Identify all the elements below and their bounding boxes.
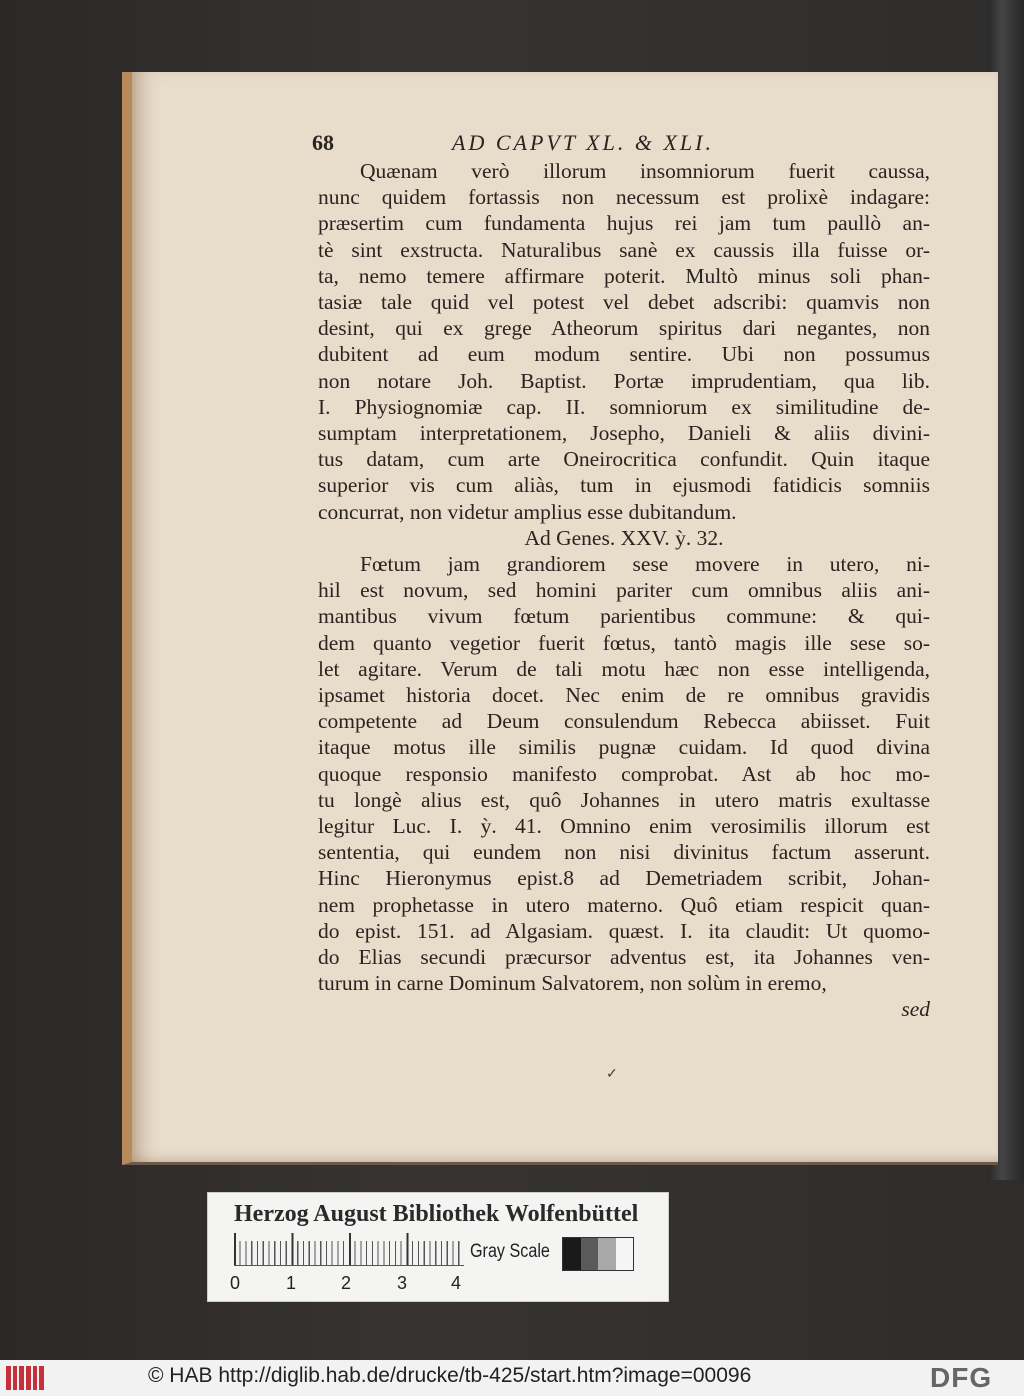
text-line: nem prophetasse in utero materno. Quô etiam respicit quan-: [318, 892, 930, 917]
page-number: 68: [312, 130, 334, 155]
text-line: sententia, qui eundem non nisi divinitus factum asserunt.: [318, 840, 930, 865]
text-line: nunc quidem fortassis non necessum est prolixè indagare:: [318, 185, 930, 210]
text-line: præsertim cum fundamenta hujus rei jam tum paullò an-: [318, 211, 930, 236]
ink-mark: ✓: [606, 1067, 618, 1082]
gray-swatch: [598, 1238, 616, 1270]
footer: [0, 1360, 1024, 1396]
ruler-label: 4: [451, 1273, 462, 1293]
text-line: Fœtum jam grandiorem sese movere in utero, ni-: [360, 552, 930, 576]
running-head: AD CAPVT XL. & XLI.: [452, 130, 714, 155]
ruler-label: 1: [286, 1273, 297, 1293]
text-line: Hinc Hieronymus epist.8 ad Demetriadem scribit, Johan-: [318, 866, 930, 891]
color-scale-card: [207, 1192, 669, 1302]
text-line: non notare Joh. Baptist. Portæ imprudentiam, qua lib.: [318, 368, 930, 393]
ruler-label: 0: [230, 1273, 241, 1293]
text-line: competente ad Deum consulendum Rebecca abiisset. Fuit: [318, 709, 930, 734]
text-line: tè sint exstructa. Naturalibus sanè ex caussis illa fuisse or-: [318, 237, 930, 262]
ruler-label: 3: [397, 1273, 408, 1293]
text-line: itaque motus ille similis pugnæ cuidam. Id quod divina: [318, 735, 930, 760]
text-line: do Elias secundi præcursor adventus est, ita Johannes ven-: [318, 945, 930, 969]
text-line: mantibus vivum fœtum parientibus commune: & qui-: [318, 604, 930, 629]
gray-swatch: [616, 1238, 634, 1270]
text-line: tus datam, cum arte Oneirocritica confundit. Quin itaque: [318, 447, 930, 472]
text-line: tasiæ tale quid vel potest vel debet adscribi: quamvis non: [318, 290, 930, 314]
gray-scale-swatches: [562, 1237, 634, 1271]
text-line: quoque responsio manifesto comprobat. Ast ab hoc mo-: [318, 761, 930, 786]
ruler-major-ticks: [234, 1233, 464, 1265]
text-line: superior vis cum aliàs, tum in ejusmodi fatidicis somniis: [318, 473, 930, 498]
gray-swatch: [563, 1238, 581, 1270]
text-line: I. Physiognomiæ cap. II. somniorum ex similitudine de-: [318, 394, 930, 419]
text-line: turum in carne Dominum Salvatorem, non solùm in eremo,: [318, 971, 827, 996]
gray-swatch: [581, 1238, 599, 1270]
gray-scale-label: Gray Scale: [470, 1241, 550, 1262]
footer-url[interactable]: © HAB http://diglib.hab.de/drucke/tb-425/start.htm?image=00096: [148, 1364, 752, 1387]
text-line: let agitare. Verum de tali motu hæc non esse intelligenda,: [318, 656, 930, 681]
text-line: desint, qui ex grege Atheorum spiritus dari negantes, non: [318, 316, 930, 341]
dfg-logo: DFG: [930, 1362, 993, 1393]
text-line: ta, nemo temere affirmare poterit. Multò minus soli phan-: [318, 263, 930, 288]
text-line: sumptam interpretationem, Josepho, Danieli & aliis divini-: [318, 421, 930, 445]
hab-logo-icon: [6, 1366, 44, 1390]
text-line: concurrat, non videtur amplius esse dubitandum.: [318, 499, 737, 524]
text-line: legitur Luc. I. ỳ. 41. Omnino enim verosimilis illorum est: [318, 814, 930, 838]
ruler-label: 2: [341, 1273, 352, 1293]
text-line: Ad Genes. XXV. ỳ. 32.: [524, 525, 724, 550]
page-header: [312, 130, 812, 160]
text-line: do epist. 151. ad Algasiam. quæst. I. ita claudit: Ut quomo-: [318, 918, 930, 943]
text-line: tu longè alius est, quô Johannes in utero matris exultasse: [318, 787, 930, 812]
text-line: sed: [901, 997, 930, 1022]
text-line: Quænam verò illorum insomniorum fuerit caussa,: [360, 159, 930, 183]
text-line: hil est novum, sed homini pariter cum omnibus aliis ani-: [318, 578, 930, 603]
text-line: dubitent ad eum modum sentire. Ubi non possumus: [318, 342, 930, 367]
text-line: ipsamet historia docet. Nec enim de re omnibus gravidis: [318, 683, 930, 707]
library-name: Herzog August Bibliothek Wolfenbüttel: [234, 1201, 639, 1227]
text-line: dem quanto vegetior fuerit fœtus, tantò magis ille sese so-: [318, 630, 930, 655]
